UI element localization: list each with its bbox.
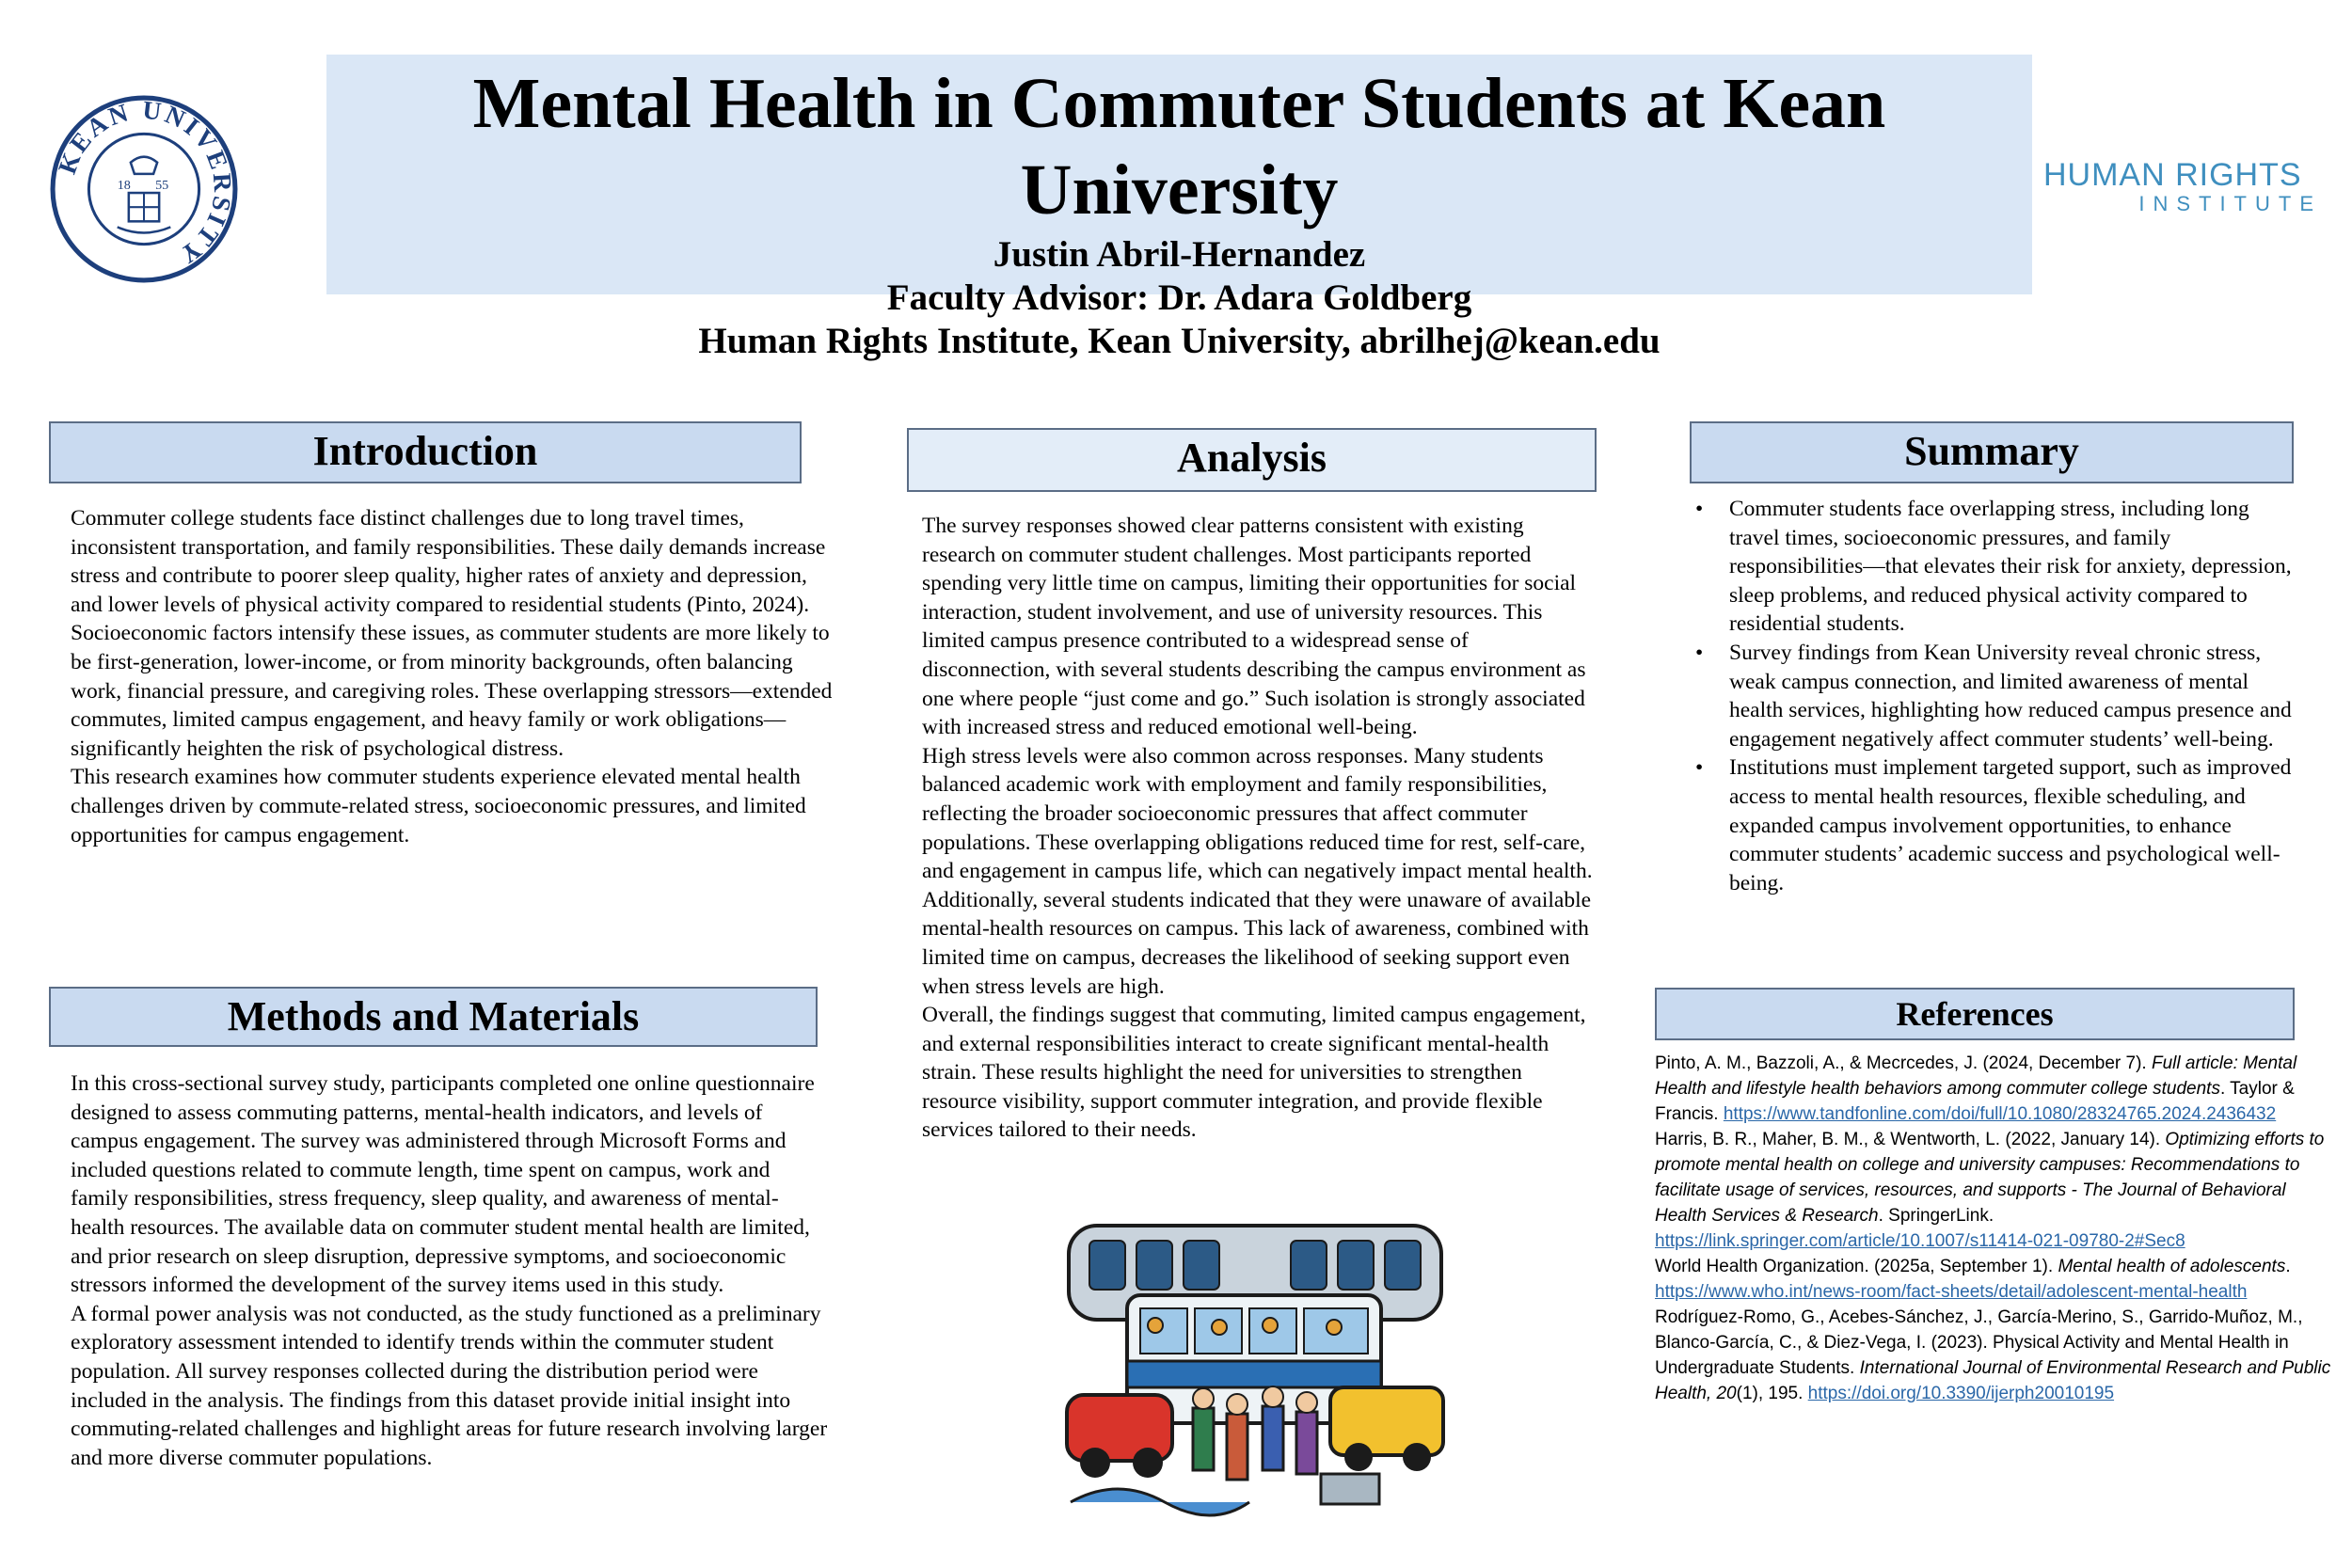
reference-authors: Harris, B. R., Maher, B. M., & Wentworth, L. (2022, January 14). [1655,1130,2166,1149]
reference-link[interactable]: https://doi.org/10.3390/ijerph20010195 [1807,1384,2115,1403]
analysis-paragraph: Additionally, several students indicated that they were unaware of available mental-health resources on campus. This lack of awareness, combined with limited time on campus, decreases the likelihood of seeking support even when stress levels are high. [922,887,1592,999]
reference-publisher: . [2285,1257,2291,1276]
reference-link[interactable]: https://www.tandfonline.com/doi/full/10.1080/28324765.2024.2436432 [1723,1104,2277,1124]
methods-paragraph: In this cross-sectional survey study, participants completed one online questionnaire designed to assess commuting patterns, mental-health indicators, and levels of campus engagement. The survey was administered through Microsoft Forms and included questions related to commute length, time spent on campus, work and family responsibilities, stress frequency, sleep quality, and awareness of mental-health resources. The available data on commuter student mental health are limited, and prior research on sleep disruption, depressive symptoms, and socioeconomic stressors informed the development of the survey items used in this study. [71,1071,815,1298]
reference-title: Optimizing efforts to promote mental health on college and university campuses: Recommendations to facilitate usage of services, resources, and supports - The Journal of Behavioral Health Services & Research [1655,1130,2325,1226]
poster-title: Mental Health in Commuter Students at Kean University [472,64,1886,230]
faculty-advisor: Faculty Advisor: Dr. Adara Goldberg [886,277,1472,318]
reference-publisher: . Taylor & Francis. [1655,1079,2295,1124]
introduction-paragraph: This research examines how commuter students experience elevated mental health challenges driven by commute-related stress, socioeconomic pressures, and limited opportunities for campus engagement. [71,765,806,847]
affiliation: Human Rights Institute, Kean University, abrilhej@kean.edu [698,321,1661,361]
methods-paragraph: A formal power analysis was not conducted, as the study functioned as a preliminary exploratory assessment intended to identify trends within the commuter student population. All survey responses collected during the distribution period were included in the analysis. The findings from this dataset provide initial insight into commuting-related challenges and highlight areas for future research involving larger and more diverse commuter populations. [71,1301,828,1470]
reference-authors: Pinto, A. M., Bazzoli, A., & Mecrcedes, J. (2024, December 7). [1655,1053,2152,1073]
author-name: Justin Abril-Hernandez [993,234,1366,275]
reference-authors: World Health Organization. (2025a, September 1). [1655,1257,2058,1276]
introduction-paragraph: Commuter college students face distinct challenges due to long travel times, inconsistent transportation, and family responsibilities. These daily demands increase stress and contribute to poorer sleep quality, higher rates of anxiety and depression, and lower levels of physical activity compared to residential students (Pinto, 2024). [71,506,826,617]
kean-year-left: 18 [117,178,131,193]
reference-authors: Rodríguez-Romo, G., Acebes-Sánchez, J., García-Merino, S., Garrido-Muñoz, M., Blanco-García, C., & Diez-Vega, I. (2023). Physical Activity and Mental Health in Undergraduate Students. [1655,1307,2303,1378]
summary-bullet: • Commuter students face overlapping stress, including long travel times, socioeconomic pressures, and family responsibilities—that elevates their risk for anxiety, depression, sleep problems, and reduced physical activity compared to residential students. [1690,495,2292,639]
analysis-paragraph: Overall, the findings suggest that commuting, limited campus engagement, and external responsibilities interact to create significant mental-health strain. These results highlight the need for universities to strengthen resource visibility, support commuter integration, and provide flexible services tailored to their needs. [922,1003,1586,1143]
summary-heading: Summary [1690,421,2294,483]
reference-title: International Journal of Environmental Research and Public Health, 20 [1655,1358,2331,1403]
hri-logo-top: HUMAN RIGHTS [2043,157,2302,193]
reference-publisher: . SpringerLink. [1878,1206,1994,1226]
commuter-illustration [1061,1220,1449,1519]
hri-logo-bottom: INSTITUTE [2138,192,2322,215]
reference-item [1655,1305,2332,1406]
reference-item [1655,1254,2332,1305]
summary-bullet: • Institutions must implement targeted support, such as improved access to mental health resources, flexible scheduling, and expanded campus involvement opportunities, to enhance commuter students’ academic success and psychological well-being. [1690,753,2292,897]
kean-year-right: 55 [155,178,169,193]
reference-item [1655,1051,2332,1127]
introduction-paragraph: Socioeconomic factors intensify these issues, as commuter students are more likely to be first-generation, lower-income, or from minority backgrounds, often balancing work, financial pressure, and caregiving roles. These overlapping stressors—extended commutes, limited campus engagement, and heavy family or work obligations—significantly heighten the risk of psychological distress. [71,621,833,761]
methods-heading: Methods and Materials [49,987,818,1047]
references-heading: References [1655,988,2295,1040]
reference-item [1655,1127,2332,1254]
analysis-heading: Analysis [907,428,1597,492]
reference-link[interactable]: https://link.springer.com/article/10.1007/s11414-021-09780-2#Sec8 [1655,1231,2185,1251]
analysis-paragraph: High stress levels were also common across responses. Many students balanced academic work with employment and family responsibilities, reflecting the broader socioeconomic pressures that affect commuter populations. These overlapping obligations reduced time for rest, self-care, and engagement in campus life, which can negatively impact mental health. [922,743,1593,884]
reference-publisher: (1), 195. [1736,1384,1804,1403]
methods-body [71,1069,833,1472]
poster-header [326,55,2032,361]
summary-bullet: • Survey findings from Kean University reveal chronic stress, weak campus connection, and limited awareness of mental health services, highlighting how reduced campus presence and engagement negatively affect commuter students’ well-being. [1690,639,2292,753]
introduction-heading: Introduction [49,421,802,483]
kean-university-seal-icon [49,94,239,284]
references-list [1655,1051,2332,1406]
analysis-paragraph: The survey responses showed clear patterns consistent with existing research on commuter student challenges. Most participants reported spending very little time on campus, limiting their opportunities for social interaction, student involvement, and use of university resources. This limited campus presence contributed to a widespread sense of disconnection, with several students describing the campus environment as one where people “just come and go.” Such isolation is strongly associated with increased stress and reduced emotional well-being. [922,514,1586,740]
reference-title: Full article: Mental Health and lifestyle health behaviors among commuter college students [1655,1053,2297,1099]
summary-list [1690,495,2292,897]
reference-title: Mental health of adolescents [2058,1257,2286,1276]
human-rights-institute-logo [2043,158,2326,218]
kean-seal-text: KEAN UNIVERSITY [53,95,238,271]
reference-link[interactable]: https://www.who.int/news-room/fact-sheets/detail/adolescent-mental-health [1655,1282,2248,1302]
introduction-body [71,504,833,849]
analysis-body [922,512,1599,1145]
